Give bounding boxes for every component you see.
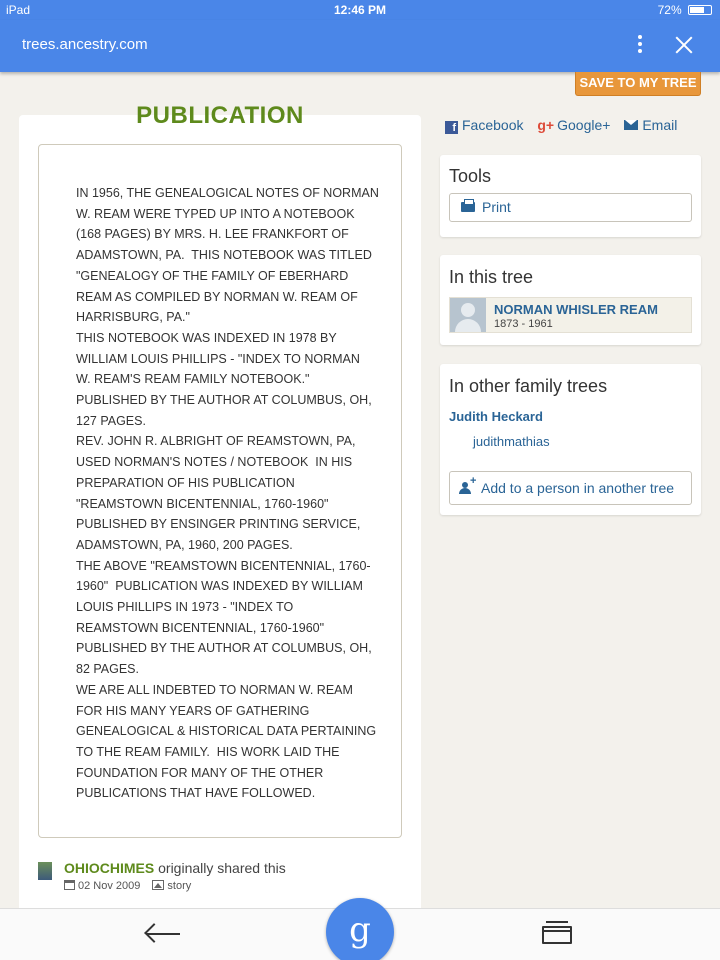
tabs-icon[interactable] xyxy=(542,926,572,944)
tools-card xyxy=(440,155,701,237)
publication-line: PUBLICATIONS THAT HAVE FOLLOWED. xyxy=(76,786,316,801)
tree-owner-link[interactable]: Judith Heckard xyxy=(449,409,543,424)
status-time: 12:46 PM xyxy=(333,3,387,17)
other-trees-card xyxy=(440,364,701,515)
image-icon xyxy=(152,880,164,890)
publication-line: 82 PAGES. xyxy=(76,662,139,677)
publication-line: 1960" PUBLICATION WAS INDEXED BY WILLIAM xyxy=(76,579,363,594)
google-share-link[interactable]: g+ Google+ xyxy=(537,117,611,133)
device-name: iPad xyxy=(6,3,31,17)
in-this-tree-card xyxy=(440,255,701,345)
printer-icon xyxy=(461,202,475,212)
publication-text xyxy=(76,183,379,804)
other-trees-title: In other family trees xyxy=(449,376,608,396)
publication-line: FOUNDATION FOR MANY OF THE OTHER xyxy=(76,765,324,780)
facebook-share-link[interactable]: f Facebook xyxy=(445,117,523,134)
publication-line: TO THE REAM FAMILY. HIS WORK LAID THE xyxy=(76,744,340,759)
back-arrow-icon[interactable] xyxy=(146,933,180,935)
publication-line: 127 PAGES. xyxy=(76,413,146,428)
publication-line: WE ARE ALL INDEBTED TO NORMAN W. REAM xyxy=(76,682,353,697)
publication-line: REAMSTOWN BICENTENNIAL, 1760-1960" xyxy=(76,620,325,635)
publication-line: "GENEALOGY OF THE FAMILY OF EBERHARD xyxy=(76,268,349,283)
email-icon xyxy=(624,120,638,130)
tree-username-link[interactable]: judithmathias xyxy=(473,434,550,449)
battery-icon xyxy=(688,5,712,15)
tools-title: Tools xyxy=(449,166,492,186)
add-to-person-button[interactable]: + Add to a person in another tree xyxy=(449,471,692,505)
publication-line: PUBLISHED BY ENSINGER PRINTING SERVICE, xyxy=(76,517,361,532)
google-search-button[interactable]: g xyxy=(326,898,394,960)
overflow-menu-icon[interactable] xyxy=(632,32,648,58)
in-this-tree-title: In this tree xyxy=(449,267,534,287)
publication-line: THIS NOTEBOOK WAS INDEXED IN 1978 BY xyxy=(76,330,337,345)
person-silhouette-icon xyxy=(450,298,486,332)
status-bar xyxy=(0,0,720,20)
facebook-icon: f xyxy=(445,121,458,134)
shared-by-user-link[interactable]: OHIOCHIMES xyxy=(64,860,155,876)
publication-line: PUBLISHED BY THE AUTHOR AT COLUMBUS, OH, xyxy=(76,393,372,408)
publication-line: IN 1956, THE GENEALOGICAL NOTES OF NORMAN xyxy=(76,186,379,200)
google-plus-icon: g+ xyxy=(537,117,555,133)
publication-line: PREPARATION OF HIS PUBLICATION xyxy=(76,475,295,490)
media-type: story xyxy=(167,880,192,892)
person-name[interactable]: NORMAN WHISLER REAM xyxy=(494,302,658,317)
publication-line: REAM AS COMPILED BY NORMAN W. REAM OF xyxy=(76,289,358,304)
email-share-link[interactable]: Email xyxy=(614,117,677,133)
publication-line: W. REAM'S REAM FAMILY NOTEBOOK." xyxy=(76,372,310,387)
battery-indicator xyxy=(658,3,712,17)
save-to-my-tree-button[interactable]: SAVE TO MY TREE xyxy=(575,72,701,96)
calendar-icon xyxy=(64,880,75,890)
shared-date: 02 Nov 2009 xyxy=(78,880,141,892)
publication-line: (168 PAGES) BY MRS. H. LEE FRANKFORT OF xyxy=(76,227,349,242)
publication-line: W. REAM WERE TYPED UP INTO A NOTEBOOK xyxy=(76,206,355,221)
url-text[interactable]: trees.ancestry.com xyxy=(22,36,148,53)
shared-by-text: originally shared this xyxy=(158,860,286,876)
print-label: Print xyxy=(482,199,511,215)
publication-line: HARRISBURG, PA." xyxy=(76,310,190,325)
person-dates: 1873 - 1961 xyxy=(494,318,553,330)
battery-percent: 72% xyxy=(657,3,682,17)
publication-line: ADAMSTOWN, PA. THIS NOTEBOOK WAS TITLED xyxy=(76,248,372,263)
publication-line: ADAMSTOWN, PA, 1960, 200 PAGES. xyxy=(76,537,293,552)
publication-title: PUBLICATION xyxy=(136,102,304,129)
share-links xyxy=(445,117,677,134)
browser-toolbar xyxy=(0,20,720,72)
publication-line: THE ABOVE "REAMSTOWN BICENTENNIAL, 1760- xyxy=(76,558,371,573)
publication-line: PUBLISHED BY THE AUTHOR AT COLUMBUS, OH, xyxy=(76,641,372,656)
add-to-person-label: Add to a person in another tree xyxy=(481,480,675,496)
person-card[interactable] xyxy=(449,297,692,333)
publication-line: REV. JOHN R. ALBRIGHT OF REAMSTOWN, PA, xyxy=(76,434,356,449)
publication-line: LOUIS PHILLIPS IN 1973 - "INDEX TO xyxy=(76,600,294,615)
user-avatar[interactable] xyxy=(38,862,52,880)
publication-line: WILLIAM LOUIS PHILLIPS - "INDEX TO NORMAN xyxy=(76,351,360,366)
publication-line: GENEALOGICAL & HISTORICAL DATA PERTAINING xyxy=(76,724,377,739)
print-button[interactable] xyxy=(449,193,692,222)
publication-line: USED NORMAN'S NOTES / NOTEBOOK IN HIS xyxy=(76,455,353,470)
close-icon[interactable] xyxy=(672,33,696,57)
publication-line: "REAMSTOWN BICENTENNIAL, 1760-1960" xyxy=(76,496,329,511)
publication-line: FOR HIS MANY YEARS OF GATHERING xyxy=(76,703,310,718)
